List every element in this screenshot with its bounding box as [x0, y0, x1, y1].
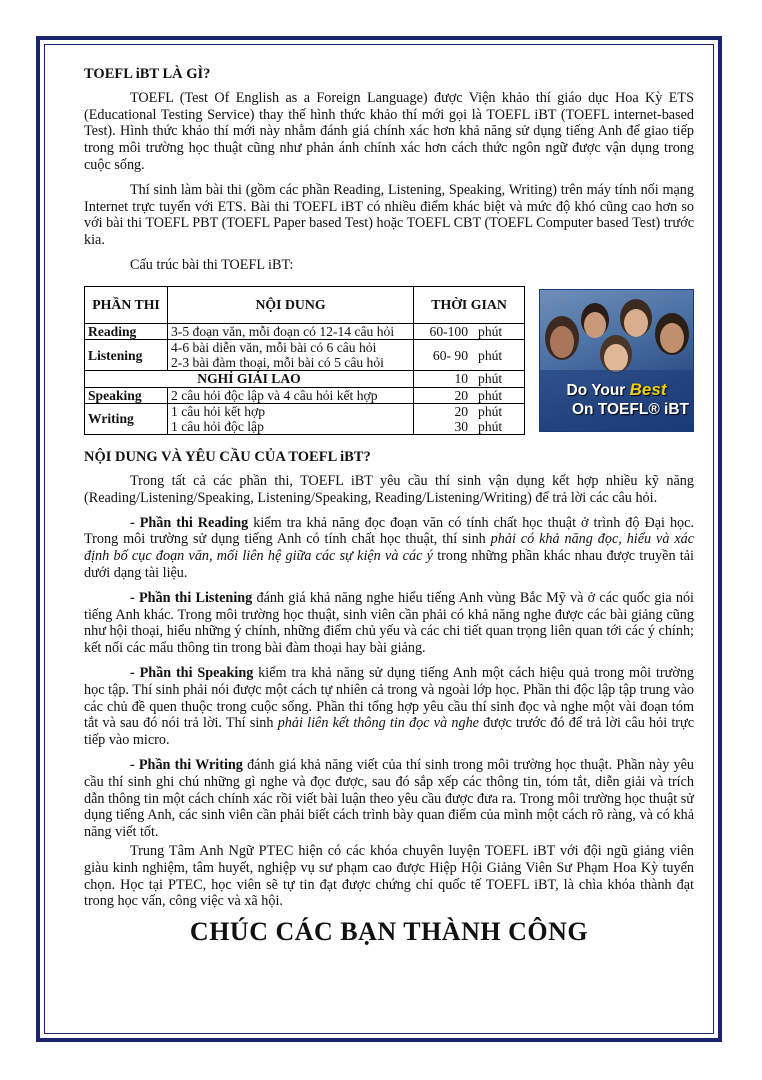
ptec-center-paragraph: Trung Tâm Anh Ngữ PTEC hiện có các khóa chuyên luyện TOEFL iBT với đội ngũ giảng viên giàu kinh nghiệm, tâm huyết, nghiệp vụ sư phạm cao được Hiệp Hội Giảng Viên Sư Phạm Hoa Kỳ tuyển chọn. Học tại PTEC, học viên sẽ tự tin đạt được chứng chỉ quốc tế TOEFL iBT, là chìa khóa thành đạt trong học vấn, công việc và xã hội. — [84, 842, 694, 910]
section-content — [168, 403, 414, 434]
document-body — [84, 66, 695, 947]
table-row-speaking — [85, 387, 525, 403]
header-section: PHẦN THI — [85, 286, 168, 323]
section-time — [414, 323, 525, 339]
time-unit: phút — [478, 347, 503, 363]
section-writing-label: - Phần thi Writing — [130, 756, 243, 773]
section-reading-paragraph — [84, 515, 694, 582]
section-reading-text-a: kiểm tra khả năng đọc đoạn văn có tính chất học thuật ở trình độ Đại học. Trong môi trường sử dụng tiếng Anh có tính chất học thuật, thí sinh — [84, 514, 694, 548]
section-content — [168, 339, 414, 370]
intro-paragraph-1: TOEFL (Test Of English as a Foreign Language) được Viện khảo thí giáo dục Hoa Kỳ ETS (Educational Testing Service) thay thế hình thức khảo thí mới gọi là TOEFL iBT (TOEFL internet-based Test). Hình thức khảo thí mới này nhằm đánh giá chính xác hơn khả năng sử dụng tiếng Anh để giao tiếp trong môi trường học thuật cũng như phản ánh chính xác hơn cách thức ngôn ngữ được vận dụng trong cuộc sống. — [84, 89, 694, 173]
section-name: Listening — [85, 339, 168, 370]
section-listening-label: - Phần thi Listening — [130, 589, 253, 606]
header-content: NỘI DUNG — [168, 286, 414, 323]
structure-label: Cấu trúc bài thi TOEFL iBT: — [130, 256, 294, 273]
section-name: Writing — [85, 403, 168, 434]
content-line: 4-6 bài diễn văn, mỗi bài có 6 câu hỏi — [171, 339, 377, 355]
section-time — [414, 403, 525, 434]
table-row-break — [85, 371, 525, 387]
table-row-writing — [85, 403, 525, 434]
promo-line2: On TOEFL® iBT — [571, 400, 690, 418]
promo-slogan — [540, 380, 693, 419]
time-unit: phút — [478, 387, 503, 403]
section-time — [414, 387, 525, 403]
time-unit: phút — [478, 403, 503, 419]
time-value: 10 — [454, 371, 469, 387]
time-unit: phút — [478, 371, 503, 387]
test-structure-table — [84, 286, 525, 435]
time-unit: phút — [478, 418, 503, 434]
section-reading-italic: phải có khả năng đọc, hiểu và xác định bố cục đoạn văn, mối liên hệ giữa các sự kiện và các ý — [84, 531, 695, 565]
section-writing-paragraph — [84, 757, 694, 841]
time-value: 20 — [454, 387, 469, 403]
promo-line1-pre: Do Your — [566, 381, 630, 399]
heading-what-is-toefl: TOEFL iBT LÀ GÌ? — [84, 66, 211, 82]
section-reading-text-b: trong những phần khác nhau được truyền tải dưới dạng tài liệu. — [84, 548, 694, 581]
content-line: 2-3 bài đàm thoại, mỗi bài có 5 câu hỏi — [171, 355, 384, 371]
section-listening-text-a: đánh giá khả năng nghe hiểu tiếng Anh vùng Bắc Mỹ và ở các quốc gia nói tiếng Anh khác. Trong môi trường học thuật, sinh viên cần phải có khả năng nghe được các bài giảng cũng như hội thoại, hiểu những ý chính, những điểm chủ yếu và các chi tiết quan trọng liên quan tới các ý chính; kết nối các mẩu thông tin trong bài đàm thoại hay bài giảng. — [84, 589, 694, 657]
table-row-reading — [85, 323, 525, 339]
promo-line1-best: Best — [629, 379, 667, 399]
section-speaking-label: - Phần thi Speaking — [130, 664, 254, 681]
break-label: NGHỈ GIẢI LAO — [85, 371, 414, 387]
time-value: 20 — [454, 403, 469, 419]
header-time: THỜI GIAN — [414, 286, 525, 323]
closing-message: CHÚC CÁC BẠN THÀNH CÔNG — [189, 917, 589, 947]
section-time — [414, 371, 525, 387]
intro-paragraph-2: Thí sinh làm bài thi (gồm các phần Reading, Listening, Speaking, Writing) trên máy tính nối mạng Internet trực tuyến với ETS. Bài thi TOEFL iBT có nhiều điểm khác biệt và mức độ khó cũng cao hơn so với bài thi TOEFL PBT (TOEFL Paper based Test) hoặc TOEFL CBT (TOEFL Computer based Test) trước kia. — [84, 181, 694, 249]
table-row-listening — [85, 339, 525, 370]
section-content — [168, 387, 414, 403]
time-unit: phút — [478, 323, 503, 339]
content-line: 2 câu hỏi độc lập và 4 câu hỏi kết hợp — [171, 387, 378, 403]
section-speaking-paragraph — [84, 665, 694, 749]
content-line: 1 câu hỏi độc lập — [171, 418, 264, 434]
section-speaking-text-a: kiểm tra khả năng sử dụng tiếng Anh một cách hiệu quả trong môi trường học tập. Thí sinh phải nói được một cách tự nhiên cả trong và ngoài lớp học. Phần thi độc lập tập trung vào các chủ đề quen thuộc trong cuộc sống. Phần thi tổng hợp yêu cầu thí sinh đọc và nghe một vài đoạn tóm tắt và sau đó nói trả lời. Thí sinh — [84, 664, 695, 732]
section-reading-label: - Phần thi Reading — [130, 514, 249, 531]
section-name: Speaking — [85, 387, 168, 403]
structure-section — [84, 286, 694, 435]
toefl-promo-image — [539, 289, 694, 432]
requirements-intro: Trong tất cả các phần thi, TOEFL iBT yêu cầu thí sinh vận dụng kết hợp nhiều kỹ năng (Reading/Listening/Speaking, Listening/Speaking, Reading/Listening/Writing) để trả lời các câu hỏi. — [84, 472, 694, 506]
section-listening-paragraph — [84, 590, 694, 657]
time-value: 60-100 — [429, 323, 469, 339]
time-value: 60- 90 — [432, 347, 469, 363]
content-line: 1 câu hỏi kết hợp — [171, 403, 266, 419]
time-value: 30 — [454, 418, 469, 434]
section-speaking-text-b: được trước đó để trả lời câu hỏi trực tiếp vào micro. — [84, 715, 695, 749]
section-time — [414, 339, 525, 370]
table-header-row — [85, 286, 525, 323]
content-line: 3-5 đoạn văn, mỗi đoạn có 12-14 câu hỏi — [171, 323, 395, 339]
section-content — [168, 323, 414, 339]
section-name: Reading — [85, 323, 168, 339]
heading-requirements: NỘI DUNG VÀ YÊU CẦU CỦA TOEFL iBT? — [84, 449, 371, 466]
section-speaking-italic: phải liên kết thông tin đọc và nghe — [277, 715, 479, 732]
section-writing-text-a: đánh giá khả năng viết của thí sinh trong môi trường học thuật. Phần này yêu cầu thí sinh ghi chú những gì nghe và đọc được, sau đó sắp xếp các thông tin, tóm tắt, diễn giải và trích dẫn thông tin một cách chính xác rồi viết bài luận theo yêu cầu được đưa ra. Trong môi trường học thuật sử dụng tiếng Anh, các sinh viên cần phải biết cách trình bày quan điểm của mình một cách rõ ràng, và có khả năng viết tốt. — [84, 756, 695, 841]
